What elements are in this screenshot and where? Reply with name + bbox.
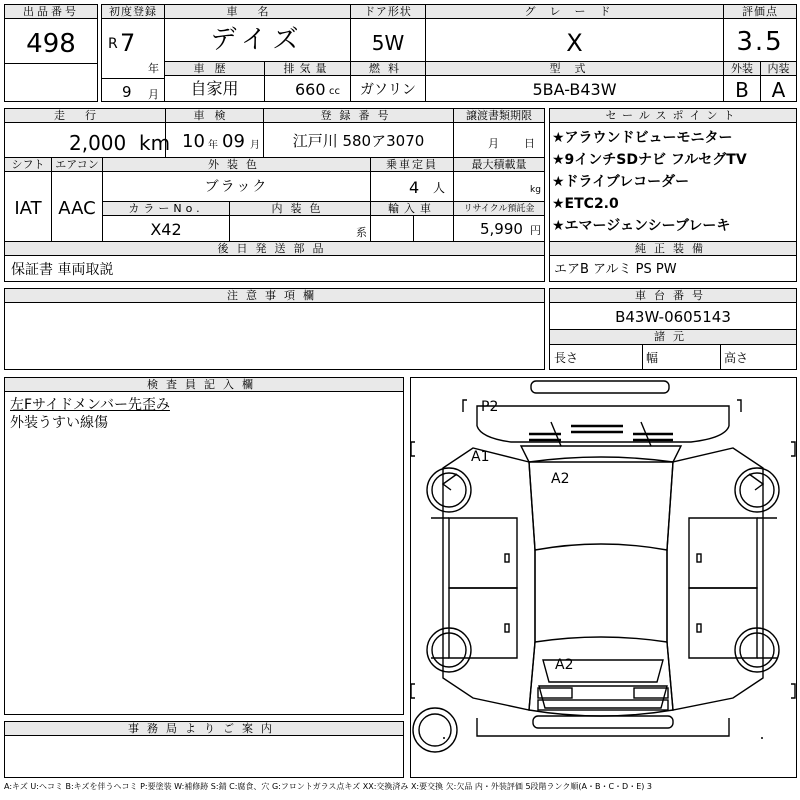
recycle-label: リサイクル預託金 [454,202,544,216]
sales-item: ★9インチSDナビ フルセグTV [552,152,747,168]
capacity-label: 乗車定員 [371,158,453,172]
door-value: 5W [371,31,405,55]
reg-no-box [263,108,454,158]
inspection-box [165,108,264,158]
later-parts-label: 後日発送部品 [5,242,544,256]
fuel-box [350,61,426,102]
transfer-day-unit: 日 [524,137,535,150]
inspection-month-unit: 月 [250,140,260,151]
grade-value: X [566,29,583,57]
int-color-unit: 系 [356,226,367,239]
chassis-box [549,288,797,370]
reg-no-label: 登録番号 [264,109,453,123]
door-box [350,4,426,62]
capacity-unit: 人 [433,181,446,195]
first-reg-box [101,4,165,102]
office-box [4,721,404,778]
max-load-box [453,157,545,202]
reg-year-unit: 年 [148,62,159,75]
sales-label: セールスポイント [550,109,796,123]
car-outline [411,378,796,777]
reg-month-unit: 月 [148,88,159,101]
displacement-label: 排気量 [265,62,350,76]
model-box [425,61,724,102]
inspection-label: 車検 [166,109,263,123]
color-no-label: カラーNo. [103,202,229,216]
ac-label: エアコン [52,158,102,172]
dims-width: 幅 [646,351,659,365]
grade-label: グレード [426,5,723,19]
color-no-value: X42 [150,220,182,239]
mileage-label: 走行 [5,109,165,123]
mileage-box [4,108,171,158]
history-box [164,61,265,102]
ext-color-box [102,157,371,202]
history-label: 車歴 [165,62,264,76]
office-label: 事務局よりご案内 [5,722,403,736]
sales-box [549,108,797,242]
capacity-value: 4 [409,178,420,197]
equipment-label: 純正装備 [550,242,796,256]
max-load-unit: kg [530,185,541,195]
damage-mark-a1: A1 [471,449,490,465]
lot-label: 出品番号 [5,5,97,19]
caution-label: 注意事項欄 [5,289,544,303]
ac-value: AAC [58,198,96,219]
sales-item: ★ETC2.0 [552,196,619,212]
ext-score-label: 外装 [724,62,760,76]
dims-height: 高さ [724,351,749,365]
caution-box [4,288,545,370]
int-score-label: 内装 [761,62,796,76]
inspector-note: 外装うすい線傷 [10,415,108,431]
model-label: 型式 [426,62,723,76]
mileage-value: 2,000 [69,131,127,155]
inspection-month: 09 [222,131,245,152]
damage-mark-a2-bottom: A2 [555,657,574,673]
lot-value: 498 [26,29,76,59]
inspector-note: 左Fサイドメンバー先歪み [10,397,170,413]
chassis-value: B43W-0605143 [615,308,731,326]
shift-box [4,157,52,242]
score-label: 評価点 [724,5,796,19]
sales-item: ★アラウンドビューモニター [552,130,733,146]
recycle-value: 5,990 [480,220,523,238]
transfer-box [453,108,545,158]
car-diagram [410,377,797,778]
shift-label: シフト [5,158,51,172]
ac-box [51,157,103,242]
history-value: 自家用 [190,79,239,98]
int-score-box [760,61,797,102]
displacement-box [264,61,351,102]
dims-length: 長さ [554,351,579,365]
fuel-label: 燃料 [351,62,425,76]
import-label: 輸入車 [371,202,453,216]
inspector-label: 検査員記入欄 [5,378,403,392]
later-parts-value: 保証書 車両取説 [11,262,114,278]
sales-item: ★ドライブレコーダー [552,174,690,190]
int-score-value: A [771,78,786,102]
damage-mark-a2-top: A2 [551,471,570,487]
inspector-box [4,377,404,715]
ext-score-value: B [735,78,749,102]
recycle-box [453,201,545,242]
int-color-box [229,201,371,242]
ext-color-value: ブラック [204,179,269,195]
import-box [370,201,454,242]
car-name: デイズ [210,25,305,55]
car-name-label: 車名 [165,5,350,19]
int-color-label: 内装色 [230,202,370,216]
sales-item: ★エマージェンシーブレーキ [552,218,731,234]
reg-month: 9 [122,83,132,101]
first-reg-label: 初度登録 [102,5,164,19]
dims-label: 諸元 [550,329,796,345]
later-parts-box [4,241,545,282]
legend: A:キズ U:ヘコミ B:キズを伴うヘコミ P:要塗装 W:補修跡 S:錆 C:腐食、穴 G:フロントガラス点キズ XX:交換済み X:要交換 欠:欠品 内・外装評価 5段階ランク順(A・B・C・D・E) 3 [4,782,653,791]
car-name-box [164,4,351,62]
transfer-month-unit: 月 [488,137,499,150]
model-value: 5BA-B43W [532,80,617,99]
inspection-year-unit: 年 [208,140,218,151]
score-value: 3.5 [736,27,784,57]
mileage-unit: km [139,131,171,155]
chassis-label: 車台番号 [550,289,796,303]
equipment-value: エアB アルミ PS PW [554,262,677,277]
fuel-value: ガソリン [360,82,416,98]
shift-value: IAT [14,198,42,219]
ext-score-box [723,61,761,102]
displacement-unit: cc [329,86,340,97]
transfer-label: 譲渡書類期限 [454,109,544,123]
grade-box [425,4,724,62]
lot-box [4,4,98,102]
score-box [723,4,797,62]
capacity-box [370,157,454,202]
inspection-year: 10 [182,131,205,152]
displacement-value: 660 [295,80,326,99]
reg-year: 7 [120,29,136,57]
recycle-unit: 円 [530,224,541,237]
max-load-label: 最大積載量 [454,158,544,172]
equipment-box [549,241,797,282]
damage-mark-p2: P2 [481,399,499,415]
door-label: ドア形状 [351,5,425,19]
ext-color-label: 外装色 [103,158,370,172]
color-no-box [102,201,230,242]
reg-no-value: 江戸川 580ア3070 [292,132,425,150]
era: R [108,36,118,52]
